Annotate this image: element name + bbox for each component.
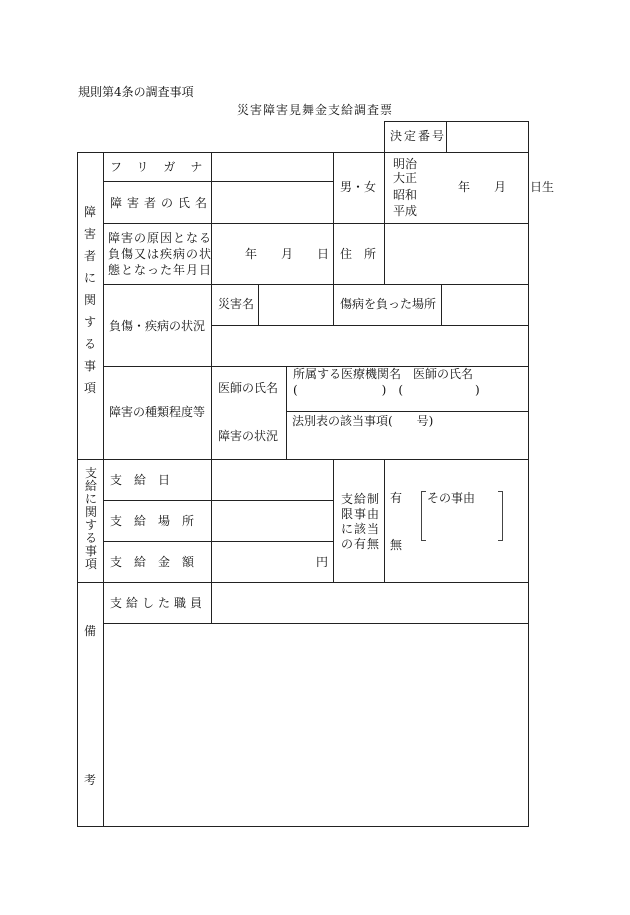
rule-reference: 規則第4条の調査事項 (78, 85, 194, 99)
disaster-name-field[interactable] (260, 286, 331, 323)
form-title: 災害障害見舞金支給調査票 (237, 103, 394, 117)
injury-date-value[interactable]: 年 月 日 (245, 247, 330, 261)
reason-left-bracket (421, 491, 426, 541)
era-heisei: 平成 (393, 204, 418, 218)
address-field[interactable] (386, 225, 526, 282)
reason-right-bracket (498, 491, 503, 541)
injury-place-label: 傷病を負った場所 (340, 297, 437, 311)
decision-number-field[interactable] (448, 123, 526, 150)
injury-date-label-3: 態となった年月日 (108, 263, 213, 277)
restriction-label-4: の有無 (341, 537, 381, 551)
restriction-label-2: 限事由 (341, 507, 381, 521)
name-label: 障害者の氏名 (110, 196, 213, 210)
payment-place-label: 支 給 場 所 (110, 514, 195, 528)
notes-label-bottom: 考 (84, 773, 97, 787)
table-item-label: 法別表の該当事項( 号) (292, 414, 434, 428)
injury-date-label-2: 負傷又は疾病の状 (108, 247, 213, 261)
restriction-no[interactable]: 無 (390, 538, 403, 552)
decision-number-label: 決定番号 (390, 129, 447, 143)
notes-field[interactable] (105, 625, 526, 824)
injury-status-label: 負傷・疾病の状況 (109, 319, 206, 333)
payment-date-field[interactable] (213, 461, 331, 498)
injury-place-field[interactable] (443, 286, 526, 323)
restriction-label-1: 支給制 (341, 492, 381, 506)
name-field[interactable] (213, 183, 331, 221)
payment-place-field[interactable] (213, 502, 331, 539)
condition-label: 障害の状況 (218, 429, 279, 443)
injury-date-label-1: 障害の原因となる (108, 231, 213, 245)
restriction-label-3: に該当 (341, 522, 381, 536)
furigana-label: フリガナ (110, 160, 218, 174)
restriction-yes[interactable]: 有 (390, 491, 403, 505)
era-showa: 昭和 (393, 188, 418, 202)
payer-staff-field[interactable] (213, 584, 526, 621)
furigana-field[interactable] (213, 154, 331, 180)
disabled-section-label: 障害者に関する事項 (83, 205, 96, 395)
doctor-name-label: 医師の氏名 (218, 381, 279, 395)
institution-field[interactable]: ( ) ( ) (293, 383, 480, 397)
payment-date-label: 支 給 日 (110, 473, 171, 487)
reason-label: その事由 (427, 491, 476, 505)
era-taisho: 大正 (393, 171, 418, 185)
currency-label: 円 (316, 555, 329, 569)
injury-detail-field[interactable] (213, 327, 526, 364)
era-meiji: 明治 (393, 157, 418, 171)
payment-amount-label: 支 給 金 額 (110, 555, 195, 569)
address-label: 住 所 (340, 247, 377, 261)
disaster-name-label: 災害名 (218, 297, 255, 311)
notes-label-top: 備 (84, 624, 97, 638)
birth-date-suffix: 年 月 日生 (458, 180, 555, 194)
payer-staff-label: 支給した職員 (110, 596, 207, 610)
institution-label: 所属する医療機関名 医師の氏名 (293, 367, 474, 381)
payment-section-label: 支給に関する事項 (84, 466, 97, 571)
sex-label: 男・女 (340, 180, 377, 194)
severity-label: 障害の種類程度等 (109, 405, 206, 419)
